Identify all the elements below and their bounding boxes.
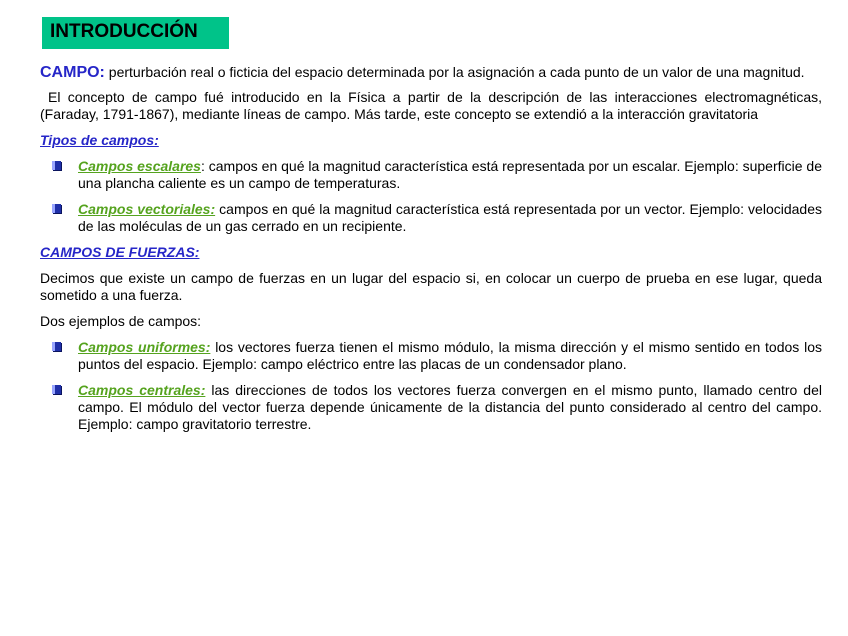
list-item-term: Campos centrales:: [78, 382, 206, 398]
list-item-text: campos en qué la magnitud característica está representada por un vector. Ejemplo: velocidades de las moléculas de un gas cerrado en un recipiente.: [78, 201, 822, 234]
square-bullet-icon: [52, 342, 61, 351]
page-title: INTRODUCCIÓN: [42, 17, 229, 49]
section-heading-tipos: Tipos de campos:: [40, 132, 159, 148]
definition-text: perturbación real o ficticia del espacio determinada por la asignación a cada punto de un valor de una magnitud.: [104, 64, 805, 80]
list-item-text: las direcciones de todos los vectores fuerza convergen en el mismo punto, llamado centro del campo. El módulo del vector fuerza depende únicamente de la distancia del punto considerado al centro del campo. Ejemplo: campo gravitatorio terrestre.: [78, 382, 822, 432]
square-bullet-icon: [52, 161, 61, 170]
main-content: [40, 64, 822, 442]
list-item: [40, 382, 822, 433]
list-item-term: Campos uniformes:: [78, 339, 211, 355]
list-item: [40, 158, 822, 192]
fuerzas-paragraph: Decimos que existe un campo de fuerzas en un lugar del espacio si, en colocar un cuerpo de prueba en ese lugar, queda sometido a una fuerza.: [40, 270, 822, 303]
section-heading-fuerzas: CAMPOS DE FUERZAS:: [40, 244, 200, 260]
list-item-term: Campos escalares: [78, 158, 201, 174]
square-bullet-icon: [52, 204, 61, 213]
definition-paragraph: [40, 64, 822, 81]
list-item: [40, 339, 822, 373]
list-item-text: los vectores fuerza tienen el mismo módulo, la misma dirección y el mismo sentido en todos los puntos del espacio. Ejemplo: campo eléctrico entre las placas de un condensador plano.: [78, 339, 822, 372]
fuerzas-list: [40, 339, 822, 433]
definition-term: CAMPO:: [40, 64, 105, 81]
list-item-term: Campos vectoriales:: [78, 201, 216, 217]
list-item: [40, 201, 822, 235]
concept-paragraph: El concepto de campo fué introducido en la Física a partir de la descripción de las interacciones electromagnéticas, (Faraday, 1791-1867), mediante líneas de campo. Más tarde, este concepto se extendió a la interacción gravitatoria: [40, 89, 822, 122]
examples-intro: Dos ejemplos de campos:: [40, 313, 202, 329]
tipos-list: [40, 158, 822, 235]
square-bullet-icon: [52, 385, 61, 394]
list-item-text: : campos en qué la magnitud característica está representada por un escalar. Ejemplo: superficie de una plancha caliente es un campo de temperaturas.: [78, 158, 822, 191]
